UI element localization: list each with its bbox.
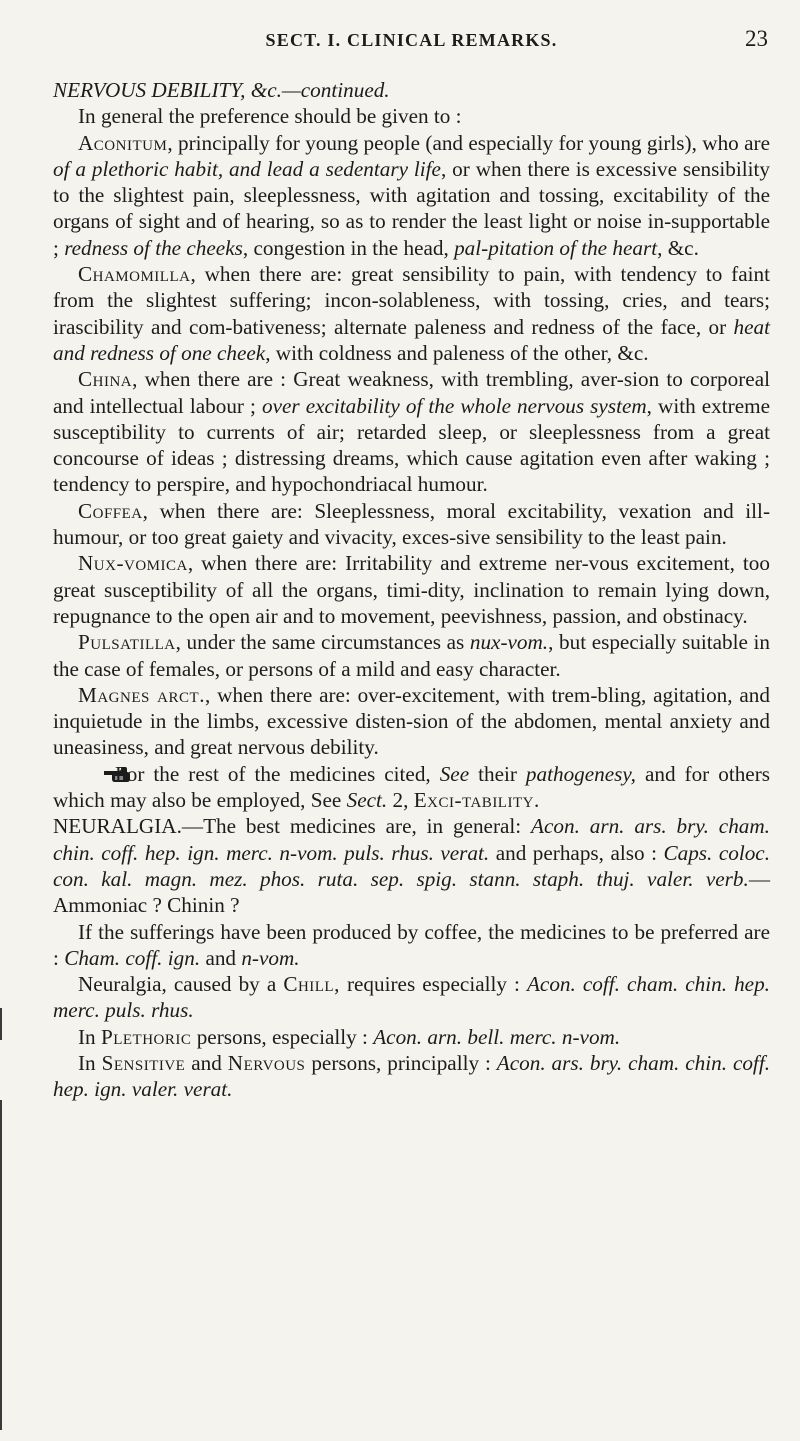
remedy-name: Aconitum [78,130,168,155]
remedy-emphasis: of a plethoric habit, and lead a sedentary life [53,156,441,181]
heading-continued: —continued. [281,78,390,102]
page-number: 23 [745,26,768,51]
remedy-text: , when there are: Sleeplessness, moral excitability, vexation and ill-humour, or too great gaiety and vivacity, exces-sive sensibility to the least pain. [53,498,770,550]
neuralgia-text: persons, especially : [191,1024,374,1049]
neuralgia-text: and perhaps, also : [489,840,664,865]
note-reference: Exci-tability. [413,788,540,813]
running-header [53,0,770,64]
body-text [53,77,770,1103]
medicine-list: Acon. arn. ars. bry. cham. chin. coff. hep. ign. merc. n-vom. puls. rhus. verat. [53,814,770,865]
running-title: SECT. I. CLINICAL REMARKS. [265,30,558,50]
remedy-name: Chamomilla [78,262,191,287]
medicine-list: Caps. coloc. con. kal. magn. mez. phos. ruta. sep. spig. stann. staph. thuj. valer. verb. [53,840,771,891]
remedy-text: , principally for young people (and especially for young girls), who are [167,130,770,155]
condition-name: Nervous [227,1050,306,1075]
condition-name: Sensitive [101,1050,186,1075]
remedy-magnes-arct [53,682,770,761]
scan-edge-line-upper [0,1008,2,1040]
remedy-emphasis: pal-pitation of the heart [454,235,658,260]
neuralgia-text: Neuralgia, caused by a [78,972,284,997]
note-text: their [469,761,526,786]
neuralgia-text: If the sufferings have been produced by coffee, the medicines to be preferred are : [53,919,770,970]
medicine-list: Acon. coff. cham. chin. hep. merc. puls. rhus. [53,972,770,1023]
remedy-emphasis: heat and redness of one cheek [53,314,770,365]
neuralgia-text: —The best medicines are, in general: [181,814,532,839]
remedy-emphasis: over excitability of the whole nervous system [261,393,647,418]
remedy-name: China [78,367,133,392]
heading-etc: &c. [245,78,282,102]
scan-edge-line-lower [0,1100,2,1430]
neuralgia-text: and [185,1050,228,1075]
remedy-emphasis: redness of the cheeks [64,235,243,260]
neuralgia-heading: NEURALGIA. [53,814,182,839]
see-also-note [53,761,770,814]
note-emphasis: pathogenesy, [525,761,636,786]
note-emphasis: See [439,761,470,786]
note-text: For the rest of the medicines cited, [106,761,440,786]
neuralgia-sensitive-paragraph [53,1050,770,1103]
neuralgia-text: persons, principally : [305,1050,497,1075]
remedy-chamomilla [53,261,770,366]
note-text: 2, [387,788,414,813]
note-text: and for others which may also be employed, See [53,761,771,813]
remedy-nux-vomica [53,550,770,629]
section-heading-nervous-debility [53,77,770,103]
neuralgia-paragraph [53,813,770,918]
medicine-list: Acon. ars. bry. cham. chin. coff. hep. ign. valer. verat. [53,1050,771,1102]
remedy-text: , with extreme susceptibility to currents of air; retarded sleep, or sleeplessness from a great concourse of ideas ; distressing dreams, which cause agitation even after waking ; tendency to perspire, and hypochondriacal humour. [53,393,770,497]
condition-name: Plethoric [100,1024,192,1049]
book-page [53,0,770,1103]
remedy-name: Coffea [78,498,143,523]
remedy-emphasis: nux-vom. [469,630,549,655]
medicine-list: Acon. arn. bell. merc. n-vom. [373,1024,621,1049]
neuralgia-chill-paragraph [53,971,770,1024]
medicine-list: n-vom. [241,945,300,970]
neuralgia-coffee-paragraph [53,919,770,972]
remedy-text: , with coldness and paleness of the other, &c. [265,340,649,365]
note-emphasis: Sect. [346,788,388,813]
remedy-text: , when there are : Great weakness, with trembling, aver-sion to corporeal and intellectual labour ; [53,367,770,418]
neuralgia-text: requires especially : [339,972,527,997]
remedy-text: , or when there is excessive sensibility to the slightest pain, sleeplessness, with agitation and tossing, excitability of the organs of sight and of hearing, so as to render the least light or noise in-supportable ; [53,156,770,260]
remedy-aconitum [53,130,770,261]
remedy-name: Nux-vomica [78,551,188,576]
remedy-text: , when there are: Irritability and extreme ner-vous excitement, too great susceptibility of all the organs, timi-dity, inclination to remain lying down, repugnance to the open air and to movement, peevishness, passion, and obstinacy. [53,551,770,628]
neuralgia-text: and [200,945,242,970]
remedy-text: , congestion in the head, [242,235,455,260]
condition-name: Chill, [283,972,340,997]
pointing-hand-icon [78,763,106,780]
neuralgia-text: In [78,1024,101,1049]
neuralgia-text: In [78,1050,102,1075]
remedy-name: Magnes arct. [78,682,205,707]
remedy-text: , when there are: great sensibility to pain, with tendency to faint from the slightest suffering; incon-solableness, with tossing, cries, and tears; irascibility and com-bativeness; alternate paleness and redness of the face, or [53,262,770,339]
remedy-coffea [53,498,770,551]
heading-title: NERVOUS DEBILITY, [53,78,246,102]
remedy-text: , but especially suitable in the case of females, or persons of a mild and easy character. [53,630,770,681]
neuralgia-plethoric-paragraph [53,1024,770,1050]
intro-paragraph: In general the preference should be given to : [78,104,462,129]
remedy-name: Pulsatilla [78,630,176,655]
neuralgia-text: —Ammoniac ? Chinin ? [53,866,770,918]
remedy-china [53,366,770,497]
remedy-pulsatilla [53,629,770,682]
remedy-text: , &c. [657,235,699,260]
medicine-list: Cham. coff. ign. [64,945,201,970]
remedy-text: , when there are: over-excitement, with trem-bling, agitation, and inquietude in the limbs, excessive disten-sion of the abdomen, mental anxiety and uneasiness, and great nervous debility. [53,682,770,760]
remedy-text: , under the same circumstances as [175,630,470,655]
